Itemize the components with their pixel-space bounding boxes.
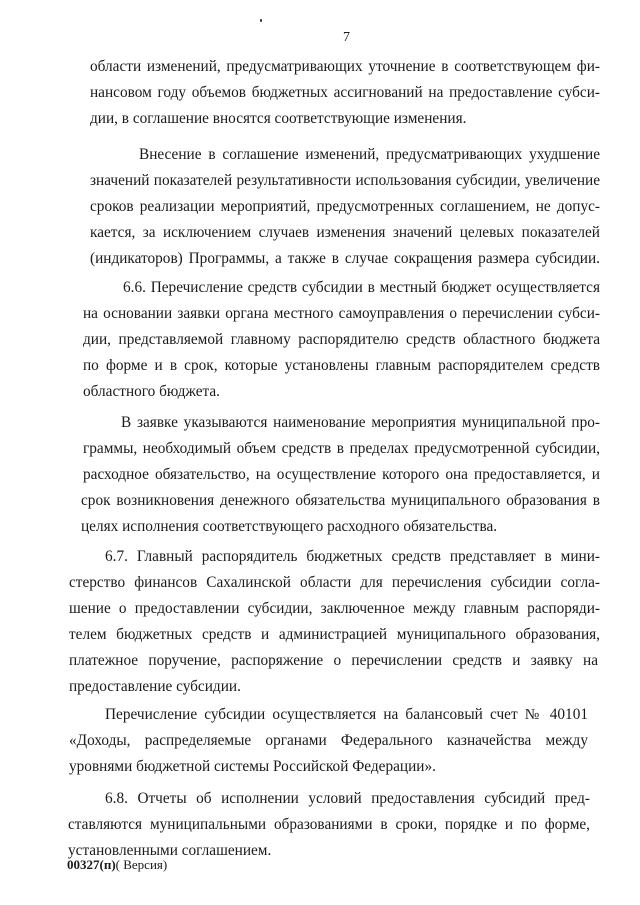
text-line: по форме и в срок, которые установлены главным распорядителем средств <box>83 357 600 374</box>
text-line: срок возникновения денежного обязательства муниципального образования в <box>81 492 600 509</box>
text-line: ставляются муниципальными образованиями в сроки, порядке и по форме, <box>68 816 590 833</box>
text-line: значений показателей результативности использования субсидии, увеличение <box>90 172 600 189</box>
text-line: предоставление субсидии. <box>69 678 241 695</box>
text-line: платежное поручение, распоряжение о перечислении средств и заявку на <box>69 652 598 669</box>
scan-speck <box>260 19 262 22</box>
text-line: 6.8. Отчеты об исполнении условий предоставления субсидий пред- <box>105 790 590 807</box>
text-line: расходное обязательство, на осуществление которого она предоставляется, и <box>83 466 600 483</box>
text-line: Перечисление субсидии осуществляется на балансовый счет № 40101 <box>105 706 588 723</box>
page-number: 7 <box>343 30 350 45</box>
text-line: 6.7. Главный распорядитель бюджетных средств представляет в мини- <box>105 548 600 565</box>
document-code: 00327(п) <box>67 857 116 872</box>
text-line: уровнями бюджетной системы Российской Федерации». <box>69 758 436 775</box>
text-line: В заявке указываются наименование мероприятия муниципальной про- <box>121 414 600 431</box>
text-line: сроков реализации мероприятий, предусмотренных соглашением, не допус- <box>90 198 600 215</box>
text-line: областного бюджета. <box>83 383 221 400</box>
text-line: дии, представляемой главному распорядителю средств областного бюджета <box>83 331 600 348</box>
text-line: на основании заявки органа местного самоуправления о перечислении субси- <box>83 305 600 322</box>
text-line: области изменений, предусматривающих уточнение в соответствующем фи- <box>90 58 600 75</box>
document-footer <box>67 857 167 873</box>
text-line: дии, в соглашение вносятся соответствующие изменения. <box>90 110 467 127</box>
document-version: ( Версия) <box>115 857 168 872</box>
text-line: граммы, необходимый объем средств в пределах предусмотренной субсидии, <box>83 440 600 457</box>
text-line: нансовом году объемов бюджетных ассигнований на предоставление субси- <box>90 84 600 101</box>
text-line: Внесение в соглашение изменений, предусматривающих ухудшение <box>139 146 600 163</box>
text-line: 6.6. Перечисление средств субсидии в местный бюджет осуществляется <box>123 279 600 296</box>
text-line: целях исполнения соответствующего расходного обязательства. <box>81 518 498 535</box>
text-line: «Доходы, распределяемые органами Федерального казначейства между <box>69 732 588 749</box>
text-line: установленными соглашением. <box>68 842 272 859</box>
text-line: шение о предоставлении субсидии, заключенное между главным распоряди- <box>69 600 600 617</box>
text-line: (индикаторов) Программы, а также в случае сокращения размера субсидии. <box>90 250 600 267</box>
text-line: кается, за исключением случаев изменения значений целевых показателей <box>90 224 600 241</box>
text-line: телем бюджетных средств и администрацией муниципального образования, <box>69 626 600 643</box>
text-line: стерство финансов Сахалинской области для перечисления субсидии согла- <box>69 574 600 591</box>
